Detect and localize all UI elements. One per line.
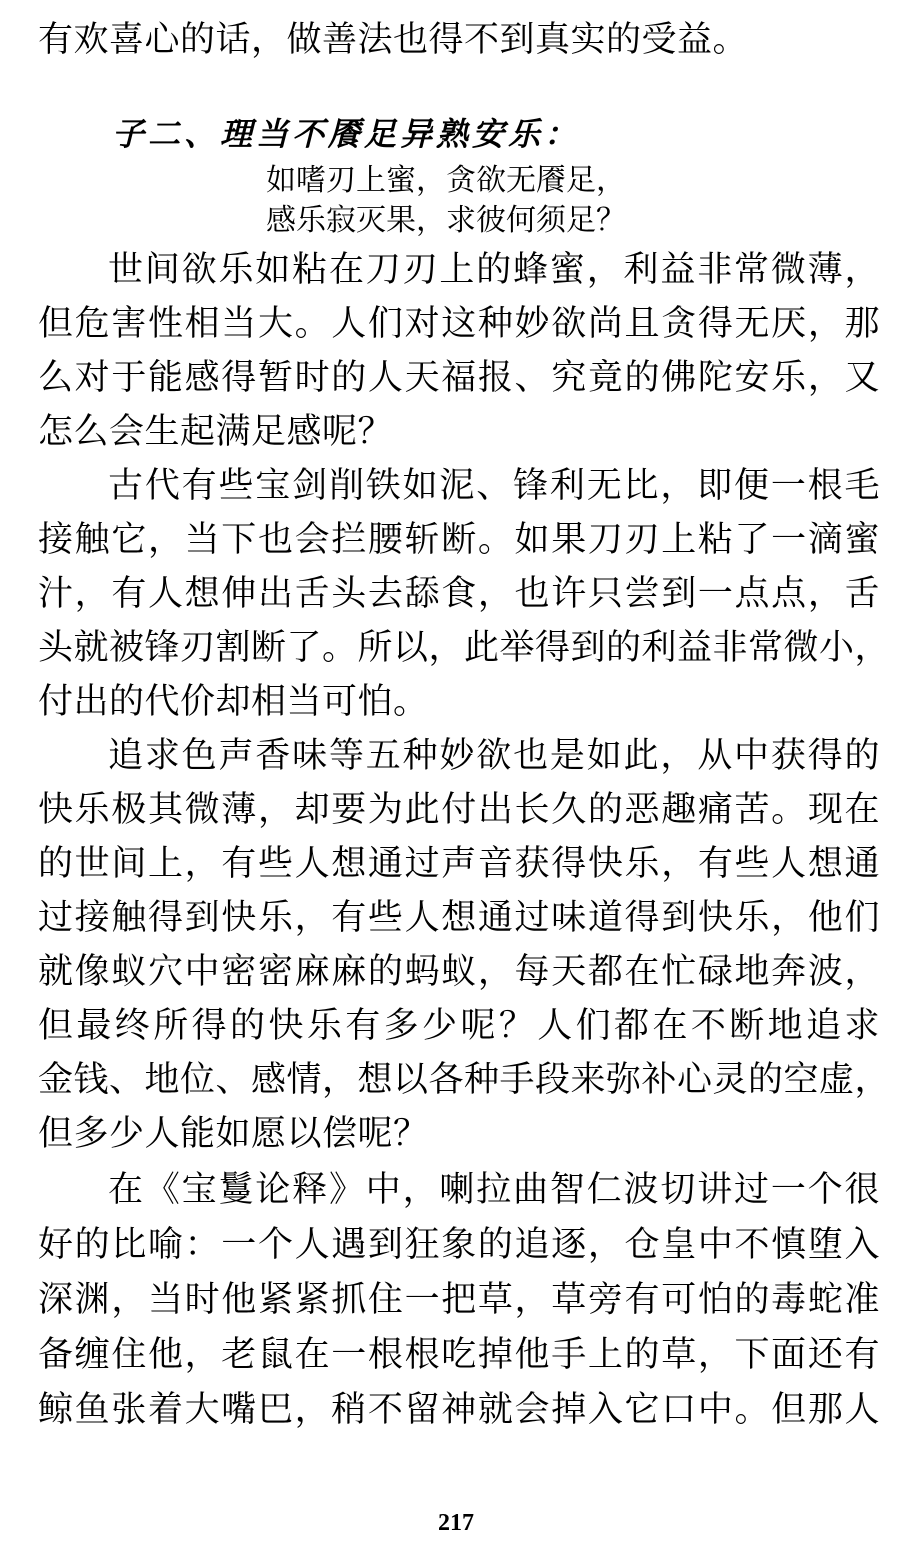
paragraph-1-line-2: 但危害性相当大。人们对这种妙欲尚且贪得无厌，那: [38, 304, 880, 344]
paragraph-3-line-5: 就像蚁穴中密密麻麻的蚂蚁，每天都在忙碌地奔波，: [38, 952, 880, 992]
paragraph-3-line-1: 追求色声香味等五种妙欲也是如此，从中获得的: [108, 736, 880, 776]
paragraph-1-line-3: 么对于能感得暂时的人天福报、究竟的佛陀安乐，又: [38, 358, 880, 398]
verse-line-1: 如嗜刃上蜜，贪欲无餍足，: [266, 163, 626, 198]
paragraph-2-line-4: 头就被锋刃割断了。所以，此举得到的利益非常微小，: [38, 628, 891, 668]
verse-line-2: 感乐寂灭果，求彼何须足？: [266, 203, 626, 238]
paragraph-1-line-4: 怎么会生起满足感呢？: [38, 412, 394, 452]
paragraph-3-line-6: 但最终所得的快乐有多少呢？人们都在不断地追求: [38, 1006, 880, 1046]
paragraph-4-line-3: 深渊，当时他紧紧抓住一把草，草旁有可怕的毒蛇准: [38, 1280, 880, 1320]
paragraph-2-line-2: 接触它，当下也会拦腰斩断。如果刀刃上粘了一滴蜜: [38, 520, 880, 560]
text-line-1: 有欢喜心的话，做善法也得不到真实的受益。: [38, 20, 749, 60]
paragraph-3-line-4: 过接触得到快乐，有些人想通过味道得到快乐，他们: [38, 898, 880, 938]
page-number: 217: [438, 1510, 474, 1536]
paragraph-2-line-5: 付出的代价却相当可怕。: [38, 682, 429, 722]
paragraph-4-line-2: 好的比喻：一个人遇到狂象的追逐，仓皇中不慎堕入: [38, 1225, 880, 1265]
paragraph-3-line-3: 的世间上，有些人想通过声音获得快乐，有些人想通: [38, 844, 880, 884]
paragraph-3-line-7: 金钱、地位、感情，想以各种手段来弥补心灵的空虚，: [38, 1060, 891, 1100]
paragraph-4-line-5: 鲸鱼张着大嘴巴，稍不留神就会掉入它口中。但那人: [38, 1390, 880, 1430]
paragraph-2-line-1: 古代有些宝剑削铁如泥、锋利无比，即便一根毛: [108, 466, 880, 506]
paragraph-2-line-3: 汁，有人想伸出舌头去舔食，也许只尝到一点点，舌: [38, 574, 880, 614]
section-heading: 子二、理当不餍足异熟安乐：: [112, 115, 581, 153]
paragraph-3-line-8: 但多少人能如愿以偿呢？: [38, 1114, 429, 1154]
paragraph-1-line-1: 世间欲乐如粘在刀刃上的蜂蜜，利益非常微薄，: [108, 250, 880, 290]
paragraph-4-line-1: 在《宝鬘论释》中，喇拉曲智仁波切讲过一个很: [108, 1170, 880, 1210]
paragraph-4-line-4: 备缠住他，老鼠在一根根吃掉他手上的草，下面还有: [38, 1335, 880, 1375]
paragraph-3-line-2: 快乐极其微薄，却要为此付出长久的恶趣痛苦。现在: [38, 790, 880, 830]
